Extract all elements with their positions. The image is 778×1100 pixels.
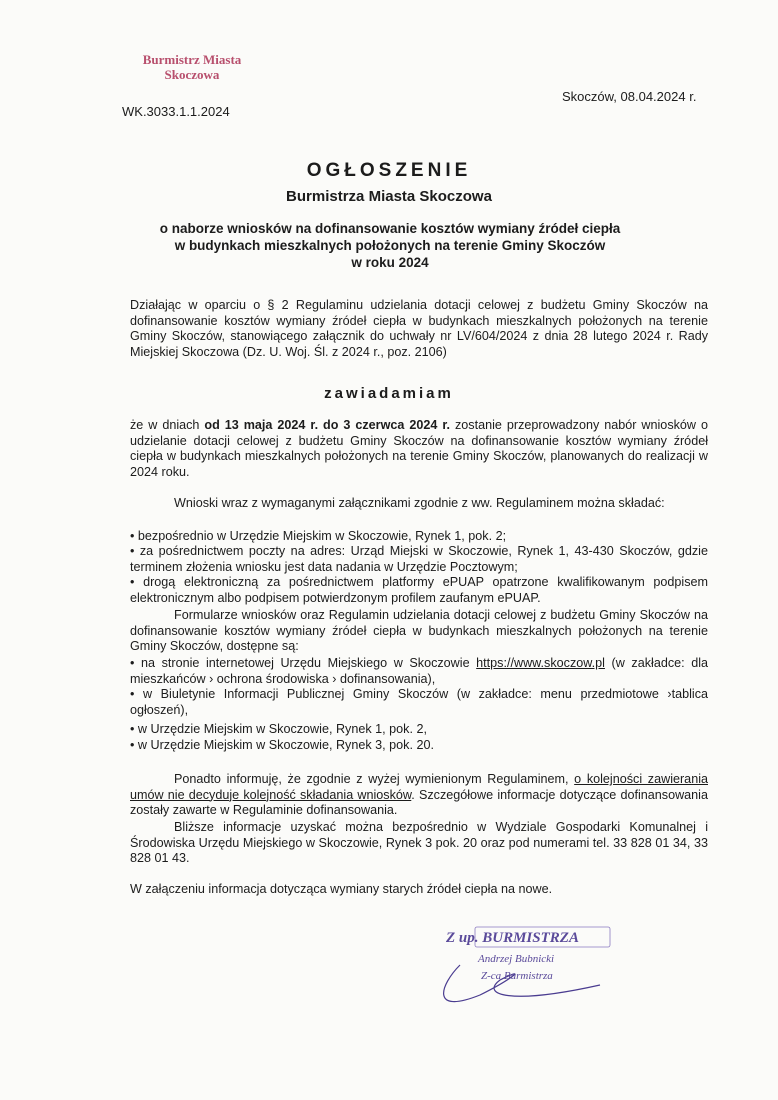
- forms-item-1-prefix: • na stronie internetowej Urzędu Miejskiego w Skoczowie: [130, 656, 477, 670]
- signature-role: Z-ca Burmistrza: [481, 970, 553, 982]
- forms-item-2: • w Biuletynie Informacji Publicznej Gminy Skoczów (w zakładce: menu przedmiotowe ›tablica ogłoszeń),: [130, 687, 708, 717]
- forms-item-1-suffix: (w zakładce: dla mieszkańców › ochrona środowiska › dofinansowania),: [130, 656, 709, 686]
- submission-item-3: • drogą elektroniczną za pośrednictwem platformy ePUAP opatrzone kwalifikowanym podpisem elektronicznym albo podpisem potwierdzonym profilem zaufanym ePUAP.: [130, 575, 708, 605]
- main-suffix: zostanie przeprowadzony nabór wniosków o udzielanie dotacji celowej z budżetu Gminy Skoczów na dofinansowanie kosztów wymiany źródeł ciepła w budynkach mieszkalnych położonych na terenie Gminy Skoczów, planowanych do realizacji w 2024 roku.: [130, 418, 708, 479]
- reference-number: WK.3033.1.1.2024: [122, 104, 230, 119]
- office-stamp: [122, 52, 262, 82]
- info-paragraph: [130, 772, 708, 819]
- info-prefix: Ponadto informuję, że zgodnie z wyżej wymienionym Regulaminem,: [174, 772, 575, 786]
- main-prefix: że w dniach: [130, 418, 205, 432]
- forms-item-1: [130, 656, 708, 687]
- info-underlined: o kolejności zawierania umów nie decyduje kolejność składania wniosków: [130, 772, 708, 802]
- submission-item-2: • za pośrednictwem poczty na adres: Urząd Miejski w Skoczowie, Rynek 1, 43-430 Skoczów, gdzie terminem złożenia wniosku jest data nadania w Urzędzie Pocztowym;: [130, 544, 708, 574]
- subject-line-1: o naborze wniosków na dofinansowanie kosztów wymiany źródeł ciepła: [159, 221, 621, 236]
- stamp-line-1: Burmistrz Miasta: [142, 52, 242, 67]
- document-subtitle: Burmistrza Miasta Skoczowa: [286, 188, 492, 205]
- intro-paragraph: Działając w oparciu o § 2 Regulaminu udzielania dotacji celowej z budżetu Gminy Skoczów na dofinansowanie kosztów wymiany źródeł ciepła w budynkach mieszkalnych położonych na terenie Gminy Skoczów, stanowiącego załącznik do uchwały nr LV/604/2024 z dnia 28 lutego 2024 r. Rady Miejskiej Skoczowa (Dz. U. Woj. Śl. z 2024 r., poz. 2106): [130, 298, 708, 359]
- main-period: od 13 maja 2024 r. do 3 czerwca 2024 r.: [204, 418, 451, 432]
- main-paragraph: [130, 418, 708, 480]
- submission-intro: Wnioski wraz z wymaganymi załącznikami zgodnie z ww. Regulaminem można składać:: [174, 496, 665, 510]
- forms-item-3: • w Urzędzie Miejskim w Skoczowie, Rynek 1, pok. 2,: [130, 722, 427, 736]
- subject-line-2: w budynkach mieszkalnych położonych na terenie Gminy Skoczów: [174, 238, 606, 253]
- signature-name: Andrzej Bubnicki: [478, 953, 555, 965]
- forms-intro: Formularze wniosków oraz Regulamin udzielania dotacji celowej z budżetu Gminy Skoczów na dofinansowanie kosztów wymiany źródeł ciepła w budynkach mieszkalnych położonych na terenie Gminy Skoczów, dostępne są:: [130, 608, 708, 653]
- website-link[interactable]: https://www.skoczow.pl: [476, 656, 605, 670]
- info-suffix: . Szczegółowe informacje dotyczące dofinansowania zostały zawarte w Regulaminie dofinansowania.: [130, 787, 708, 817]
- attachment-note: W załączeniu informacja dotycząca wymiany starych źródeł ciepła na nowe.: [130, 882, 553, 896]
- contact-paragraph: Bliższe informacje uzyskać można bezpośrednio w Wydziale Gospodarki Komunalnej i Środowiska Urzędu Miejskiego w Skoczowie, Rynek 3 pok. 20 oraz pod numerami tel. 33 828 01 34, 33 828 01 43.: [130, 820, 708, 865]
- document-title: OGŁOSZENIE: [306, 160, 472, 181]
- signature-stamp: Z up. BURMISTRZA: [446, 930, 579, 946]
- submission-item-1: • bezpośrednio w Urzędzie Miejskim w Skoczowie, Rynek 1, pok. 2;: [130, 529, 507, 543]
- forms-item-4: • w Urzędzie Miejskim w Skoczowie, Rynek 3, pok. 20.: [130, 738, 434, 752]
- stamp-line-2: Skoczowa: [164, 67, 220, 82]
- place-date: Skoczów, 08.04.2024 r.: [562, 89, 697, 104]
- subject-line-3: w roku 2024: [351, 255, 429, 270]
- announce-heading: zawiadamiam: [324, 385, 454, 402]
- document-subject: [140, 220, 640, 271]
